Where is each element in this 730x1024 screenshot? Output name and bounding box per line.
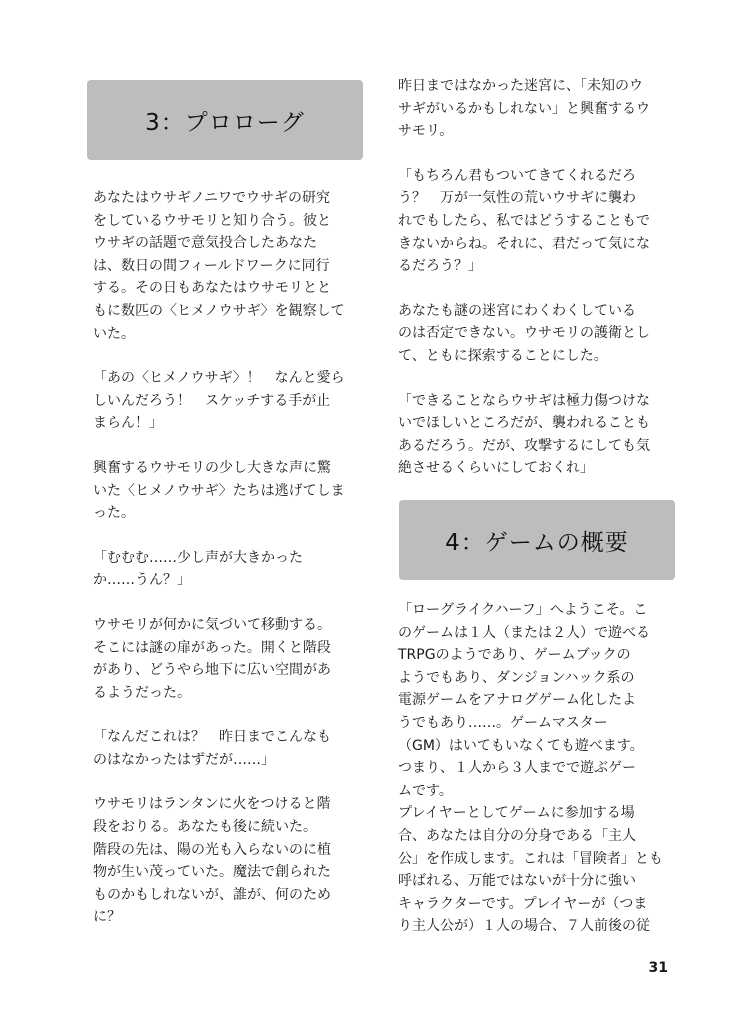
section-title: 4：ゲームの概要 bbox=[445, 529, 629, 556]
paragraph: プレイヤーとしてゲームに参加する場 合、あなたは自分の分身である「主人 公」を作成します。これは「冒険者」とも 呼ばれる、万能ではないが十分に強い キャラクターです。プレイヤーが（つま り主人公が）１人の場合、７人前後の従 bbox=[398, 805, 663, 935]
paragraph: 「むむむ……少し声が大きかった か……うん？」 bbox=[93, 549, 303, 589]
paragraph: 「できることならウサギは極力傷つけな いでほしいところだが、襲われることも あるだろう。だが、攻撃するにしても気 絶させるくらいにしておくれ」 bbox=[398, 392, 650, 477]
section-heading-prologue bbox=[87, 80, 363, 160]
left-column-text bbox=[93, 187, 361, 929]
section-title: 3：プロローグ bbox=[145, 109, 305, 136]
paragraph: 興奮するウサモリの少し大きな声に驚 いた〈ヒメノウサギ〉たちは逃げてしま った。 bbox=[93, 459, 345, 522]
paragraph: 「あの〈ヒメノウサギ〉！ なんと愛ら しいんだろう！ スケッチする手が止 まらん！」 bbox=[93, 370, 345, 432]
paragraph: 「もちろん君もついてきてくれるだろ う？ 万が一気性の荒いウサギに襲わ れでもしたら、私ではどうすることもで きないからね。それに、君だって気にな るだろう？」 bbox=[398, 167, 650, 275]
paragraph: 昨日まではなかった迷宮に、「未知のウ サギがいるかもしれない」と興奮するウ サモリ。 bbox=[398, 78, 650, 140]
right-column-top-text bbox=[398, 75, 666, 480]
paragraph: あなたはウサギノニワでウサギの研究 をしているウサモリと知り合う。彼と ウサギの話題で意気投合したあなた は、数日の間フィールドワークに同行 する。その日もあなたはウサモリとと もに数匹の〈ヒメノウサギ〉を観察して いた。 bbox=[93, 190, 345, 342]
paragraph: あなたも謎の迷宮にわくわくしている のは否定できない。ウサモリの護衛とし て、ともに探索することにした。 bbox=[398, 302, 650, 364]
paragraph: 「なんだこれは？ 昨日までこんなも のはなかったはずだが……」 bbox=[93, 729, 331, 768]
right-column-bottom-text bbox=[398, 599, 666, 938]
paragraph: 「ローグライクハーフ」へようこそ。こ のゲームは１人（または２人）で遊べる TRPGのようであり、ゲームブックの ようでもあり、ダンジョンハック系の 電源ゲームをアナログゲーム化したよ うでもあり……。ゲームマスター （GM）はいてもいなくても遊べます。 つまり、１人から３人までで遊ぶゲー ムです。 bbox=[398, 602, 650, 799]
page-number: 31 bbox=[648, 960, 668, 976]
paragraph: ウサモリはランタンに火をつけると階 段をおりる。あなたも後に続いた。 階段の先は、陽の光も入らないのに植 物が生い茂っていた。魔法で創られた ものかもしれないが、誰が、何のため に？ bbox=[93, 796, 331, 926]
section-heading-overview bbox=[399, 500, 675, 580]
paragraph: ウサモリが何かに気づいて移動する。 そこには謎の扉があった。開くと階段 があり、どうやら地下に広い空間があ るようだった。 bbox=[93, 616, 331, 701]
